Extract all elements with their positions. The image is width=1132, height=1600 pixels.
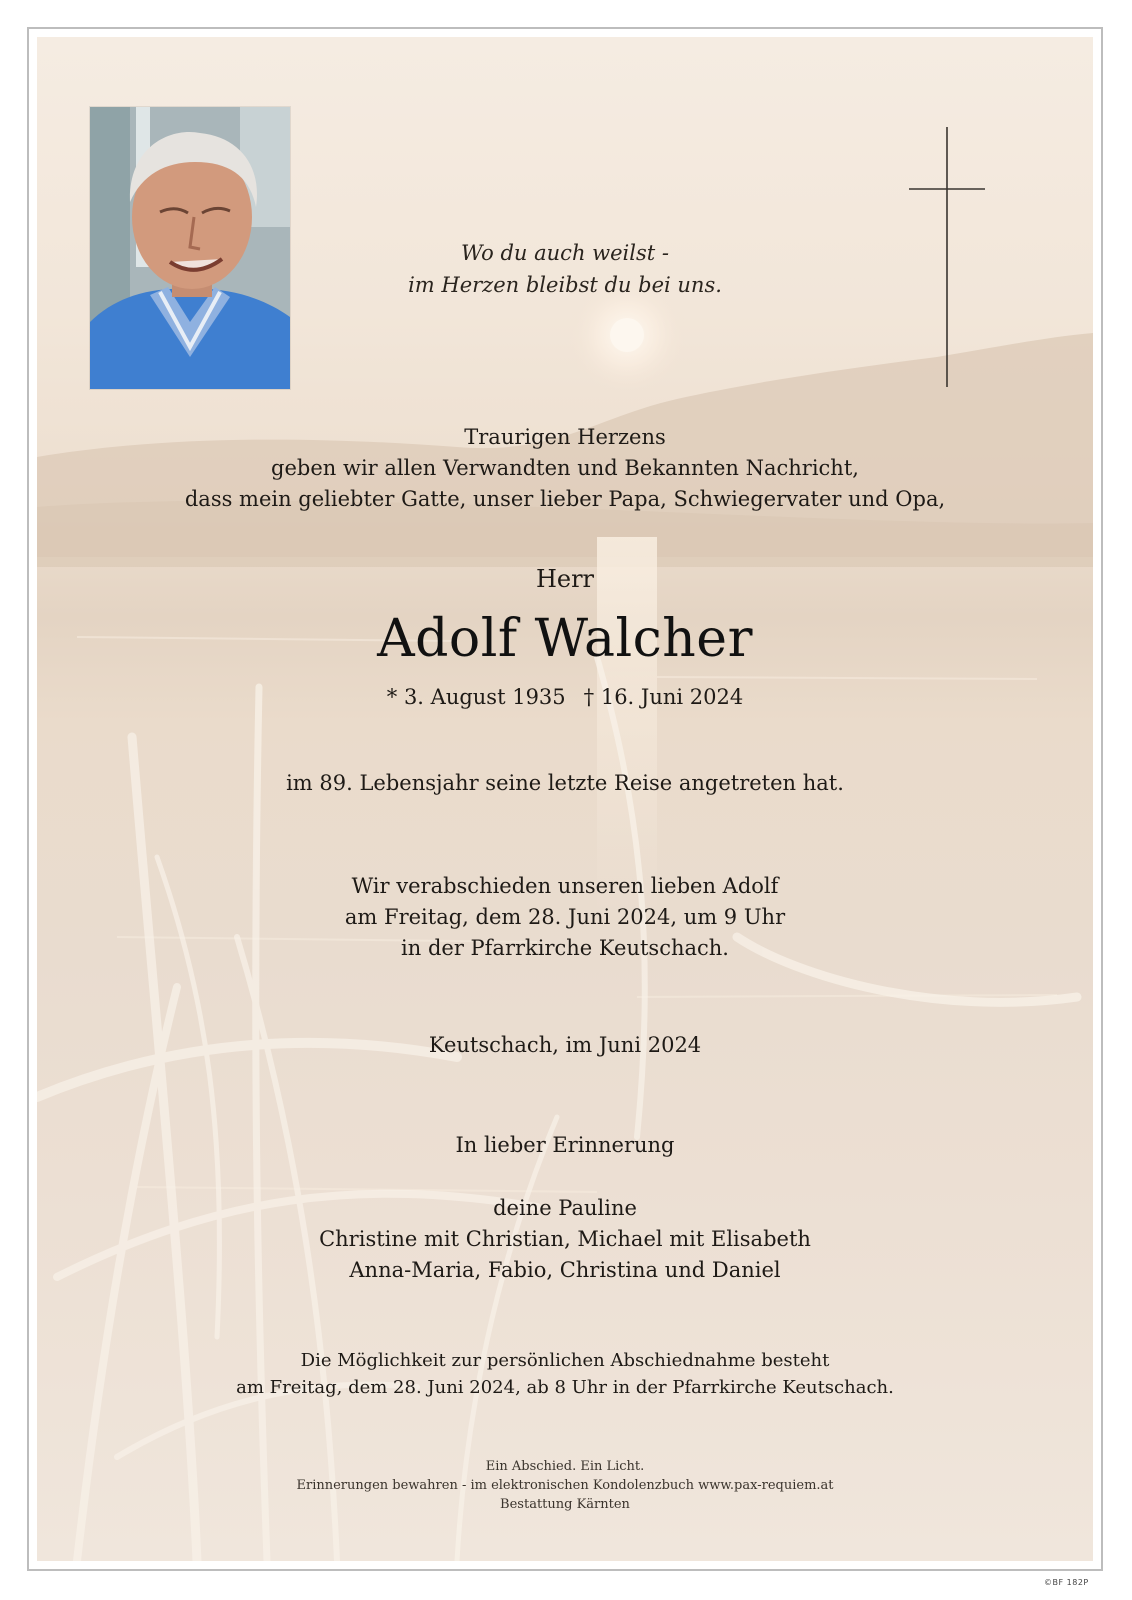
footer-line: Erinnerungen bewahren - im elektronischen Kondolenzbuch www.pax-requiem.at bbox=[296, 1478, 834, 1493]
salutation: Herr bbox=[535, 565, 595, 593]
announcement-intro bbox=[37, 422, 1093, 515]
quote-line: im Herzen bleibst du bei uns. bbox=[408, 273, 722, 297]
intro-line: dass mein geliebter Gatte, unser lieber Papa, Schwiegervater und Opa, bbox=[184, 487, 946, 511]
age-line: im 89. Lebensjahr seine letzte Reise angetreten hat. bbox=[286, 771, 844, 795]
memorial-quote bbox=[37, 237, 1093, 301]
farewell-line: Die Möglichkeit zur persönlichen Abschiednahme besteht bbox=[300, 1350, 830, 1371]
mourners-list bbox=[37, 1193, 1093, 1286]
birth-date: * 3. August 1935 bbox=[386, 685, 566, 709]
death-date: † 16. Juni 2024 bbox=[583, 685, 744, 709]
place-date: Keutschach, im Juni 2024 bbox=[428, 1033, 702, 1057]
funeral-line: Wir verabschieden unseren lieben Adolf bbox=[351, 874, 779, 898]
footer bbox=[37, 1457, 1093, 1514]
mourners-line: Anna-Maria, Fabio, Christina und Daniel bbox=[349, 1258, 781, 1282]
obituary-card bbox=[37, 37, 1093, 1561]
footer-line: Ein Abschied. Ein Licht. bbox=[485, 1459, 645, 1474]
print-code: ©BF 182P bbox=[1044, 1578, 1089, 1587]
funeral-details bbox=[37, 871, 1093, 964]
farewell-notice bbox=[37, 1347, 1093, 1401]
farewell-line: am Freitag, dem 28. Juni 2024, ab 8 Uhr in der Pfarrkirche Keutschach. bbox=[236, 1377, 894, 1398]
funeral-line: in der Pfarrkirche Keutschach. bbox=[401, 936, 729, 960]
intro-line: geben wir allen Verwandten und Bekannten Nachricht, bbox=[271, 456, 859, 480]
life-dates bbox=[37, 685, 1093, 709]
funeral-line: am Freitag, dem 28. Juni 2024, um 9 Uhr bbox=[344, 905, 786, 929]
footer-line: Bestattung Kärnten bbox=[500, 1497, 630, 1512]
deceased-name: Adolf Walcher bbox=[377, 609, 753, 669]
quote-line: Wo du auch weilst - bbox=[461, 241, 669, 265]
intro-line: Traurigen Herzens bbox=[464, 425, 666, 449]
mourners-line: deine Pauline bbox=[493, 1196, 637, 1220]
memory-heading: In lieber Erinnerung bbox=[455, 1133, 675, 1157]
mourners-line: Christine mit Christian, Michael mit Elisabeth bbox=[319, 1227, 811, 1251]
